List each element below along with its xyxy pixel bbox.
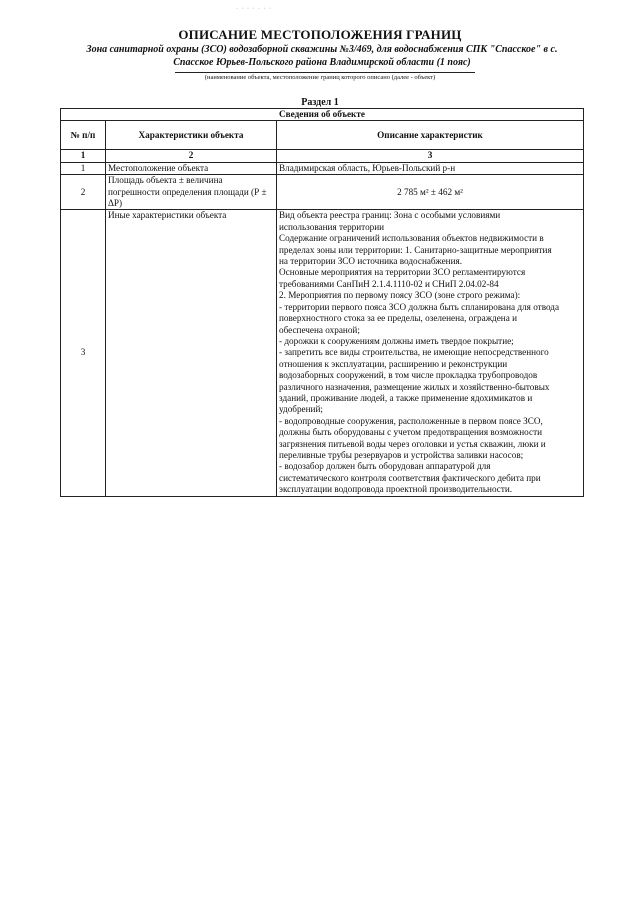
description-line: эксплуатации водопровода проектной производительности. <box>279 484 513 495</box>
row-characteristic: Иные характеристики объекта <box>106 210 277 496</box>
description-line: Содержание ограничений использования объектов недвижимости в <box>279 233 544 244</box>
subtitle-underline <box>175 72 475 73</box>
subtitle-line-2: Спасское Юрьев-Польского района Владимирской области (1 пояс) <box>173 56 471 68</box>
description-line: отношения к эксплуатации, расширению и реконструкции <box>279 358 508 369</box>
scan-artifact: · · · · · · · <box>236 6 272 12</box>
description-line: систематического контроля соответствия фактического дебита при <box>279 472 541 483</box>
section-title: Раздел 1 <box>301 97 339 108</box>
row-value: 2 785 м² ± 462 м² <box>277 175 584 210</box>
row-number: 2 <box>61 175 106 210</box>
row-number: 3 <box>61 210 106 496</box>
object-info-table <box>60 108 584 497</box>
col-header-num: № п/п <box>61 121 106 150</box>
description-line: должны быть оборудованы с учетом предотвращения возможности <box>279 427 542 438</box>
description-line: поверхностного стока за ее пределы, озеленена, ограждена и <box>279 313 518 324</box>
description-line: загрязнения питьевой воды через оголовки и устья скважин, люки и <box>279 438 546 449</box>
table-row <box>61 175 584 210</box>
description-line: переливные трубы резервуаров и устройства заливки насосов; <box>279 449 524 460</box>
description-line: зданий, проживание людей, а также применение ядохимикатов и <box>279 392 533 403</box>
table-row <box>61 210 584 496</box>
col-number-2: 2 <box>106 150 277 162</box>
col-header-description: Описание характеристик <box>277 121 584 150</box>
description-line: Основные мероприятия на территории ЗСО регламентируются <box>279 267 526 278</box>
document-subtitle <box>62 44 582 69</box>
description-line: удобрений; <box>279 404 323 415</box>
document-title: ОПИСАНИЕ МЕСТОПОЛОЖЕНИЯ ГРАНИЦ <box>178 27 462 42</box>
description-line: обеспечена охраной; <box>279 324 360 335</box>
row-value-multiline <box>277 210 584 496</box>
col-number-3: 3 <box>277 150 584 162</box>
row-number: 1 <box>61 162 106 174</box>
description-line: Вид объекта реестра границ: Зона с особыми условиями <box>279 210 501 221</box>
subtitle-note: (наименование объекта, местоположение границ которого описано (далее - объект) <box>204 74 436 81</box>
table-caption: Сведения об объекте <box>61 109 584 121</box>
description-line: использования территории <box>279 221 385 232</box>
description-line: пределах зоны или территории: 1. Санитарно-защитные мероприятия <box>279 244 552 255</box>
description-line: - водозабор должен быть оборудован аппаратурой для <box>279 461 491 472</box>
description-line: - водопроводные сооружения, расположенные в первом поясе ЗСО, <box>279 415 543 426</box>
table-row <box>61 162 584 174</box>
description-line: 2. Мероприятия по первому поясу ЗСО (зоне строго режима): <box>279 290 521 301</box>
description-line: водозаборных сооружений, в том числе прокладка трубопроводов <box>279 370 538 381</box>
table-header-row <box>61 121 584 150</box>
col-header-characteristic: Характеристики объекта <box>106 121 277 150</box>
table-caption-row <box>61 109 584 121</box>
subtitle-line-1: Зона санитарной охраны (ЗСО) водозаборной скважины №3/469, для водоснабжения СПК "Спасское" в с. <box>86 44 558 55</box>
row-value: Владимирская область, Юрьев-Польский р-н <box>277 162 584 174</box>
description-line: различного назначения, размещение жилых и хозяйственно-бытовых <box>279 381 550 392</box>
description-line: - запретить все виды строительства, не имеющие непосредственного <box>279 347 549 358</box>
description-line: на территории ЗСО источника водоснабжения. <box>279 256 463 267</box>
row-characteristic: Местоположение объекта <box>106 162 277 174</box>
row-characteristic: Площадь объекта ± величина погрешности определения площади (Р ± ΔР) <box>106 175 277 210</box>
description-line: требованиями СанПиН 2.1.4.1110-02 и СНиП 2.04.02-84 <box>279 278 499 289</box>
col-number-1: 1 <box>61 150 106 162</box>
column-number-row <box>61 150 584 162</box>
description-line: - территории первого пояса ЗСО должна быть спланирована для отвода <box>279 301 560 312</box>
description-line: - дорожки к сооружениям должны иметь твердое покрытие; <box>279 335 514 346</box>
